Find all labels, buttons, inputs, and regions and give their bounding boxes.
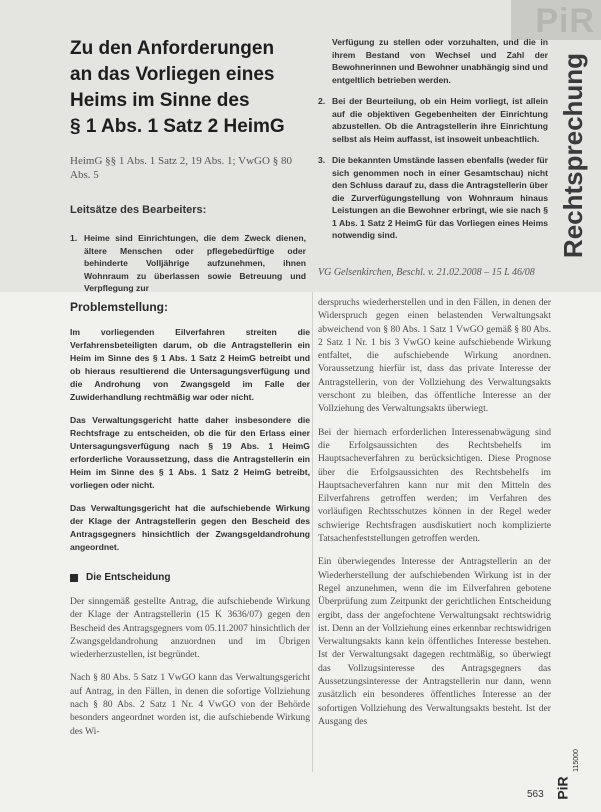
journal-mark-text: PiR xyxy=(555,776,571,800)
problemstellung-heading: Problemstellung: xyxy=(70,300,169,314)
article-title xyxy=(70,36,310,140)
leitsaetze-list-right xyxy=(318,36,548,251)
leitsatz-text: Heime sind Einrichtungen, die dem Zweck dienen, ältere Menschen oder pflegebedürftige oder behinderte Volljährige aufzunehmen, ihnen Wohnraum zu überlassen sowie Betreuung und Verpflegung zur xyxy=(84,233,306,293)
body-paragraph: Ein überwiegendes Interesse der Antragstellerin an der Wiederherstellung der aufschiebenden Wirkung ist in der Regel anzunehmen, wenn die im Eilverfahren gebotene Überprüfung zum Zeitpunkt der gerichtlichen Entscheidung ergibt, dass der angefochtene Verwaltungsakt rechtswidrig ist. Denn an der Vollziehung eines erkennbar rechtswidrigen Verwaltungsakts kann kein öffentliches Interesse bestehen. Ist der Verwaltungsakt dagegen rechtmäßig, so überwiegt das Vollzugsinteresse des Antragsgegners das Aussetzungsinteresse der Antragstellerin nur dann, wenn zusätzlich ein besonderes öffentliches Interesse an der sofortigen Vollziehung des Verwaltungsakts besteht. Ist der Ausgang des xyxy=(318,556,551,727)
leitsatz-text: Verfügung zu stellen oder vorzuhalten, und die in ihrem Bestand von Wechsel und Zahl der Bewohnerinnen und Bewohner unabhängig sind und entgeltlich betrieben werden. xyxy=(332,37,548,85)
page-number: 563 xyxy=(527,789,544,800)
document-id xyxy=(566,740,586,780)
leitsatz-number: 1. xyxy=(70,233,78,243)
document-id-text: 115000 xyxy=(572,748,580,772)
leitsatz-text: Die bekannten Umstände lassen ebenfalls (weder für sich genommen noch in einer Gesamtschau) nicht den Schluss darauf zu, dass die Antragstellerin über die Zurverfügungstellung von Wohnraum hinaus Leistungen an die Bewohner erbringt, wie sie nach § 1 Abs. 1 Satz 2 HeimG für das Vorliegen eines Heims notwendig sind. xyxy=(332,155,548,240)
leitsatz-number: 2. xyxy=(318,96,326,106)
leitsatz-text: Bei der Beurteilung, ob ein Heim vorliegt, ist allein auf die objektiven Gegebenheiten der Einrichtung abzustellen. Ob die Antragstellerin ihre Einrichtung selbst als Heim auffasst, ist insoweit unbeachtlich. xyxy=(332,96,548,144)
title-line: Zu den Anforderungen xyxy=(70,38,275,59)
section-label xyxy=(551,40,597,270)
leitsatz-number: 3. xyxy=(318,155,326,165)
norm-references: HeimG §§ 1 Abs. 1 Satz 2, 19 Abs. 1; VwGO § 80 Abs. 5 xyxy=(70,155,292,181)
problemstellung-paragraph: Im vorliegenden Eilverfahren streiten die Verfahrensbeteiligten darum, ob die Antragstellerin ein Heim im Sinne des § 1 Abs. 1 Satz 2 HeimG betreibt und ob hieraus resultierend die Untersagungsverfügung und die Androhung von Zwangsgeld im Falle der Zuwiderhandlung rechtmäßig war oder nicht. xyxy=(70,327,310,402)
title-line: an das Vorliegen eines xyxy=(70,64,275,85)
entscheidung-heading xyxy=(70,572,310,583)
body-paragraph: derspruchs wiederherstellen und in den Fällen, in denen der Widerspruch gegen einen belastenden Verwaltungsakt abweichend von § 80 Abs. 1 Satz 1 VwGO gemäß § 80 Abs. 2 Satz 1 Nr. 1 bis 3 VwGO keine aufschiebende Wirkung entfaltet, die aufschiebende Wirkung anordnen. Voraussetzung hierfür ist, dass das private Interesse der Antragstellerin, von der Vollziehung des Verwaltungsakts verschont zu bleiben, das öffentliche Interesse an der Vollziehung des Verwaltungsakts überwiegt. xyxy=(318,297,551,415)
square-bullet-icon xyxy=(70,574,78,582)
leitsatz-item xyxy=(70,232,306,295)
leitsatz-item xyxy=(318,154,548,242)
leitsatz-item xyxy=(318,95,548,145)
problemstellung-paragraph: Das Verwaltungsgericht hatte daher insbesondere die Rechtsfrage zu entscheiden, ob die für den Erlass einer Untersagungsverfügung nach § 19 Abs. 1 HeimG erforderliche Voraussetzung, dass die Antragstellerin ein Heim im Sinne des § 1 Abs. 1 Satz 2 HeimG betreibt, vorliegen oder nicht. xyxy=(70,415,310,490)
court-citation: VG Gelsenkirchen, Beschl. v. 21.02.2008 – 15 L 46/08 xyxy=(318,267,535,278)
column-divider xyxy=(312,292,313,772)
body-paragraph: Bei der hiernach erforderlichen Interessenabwägung sind die Erfolgsaussichten des Rechtsbehelfs im Hauptsacheverfahren zu berücksichtigen. Diese Prognose über die Erfolgsaussichten des Rechtsbehelfs im Hauptsacheverfahren kann nur mit den Mitteln des Eilverfahrens getroffen werden; im Verfahren des vorläufigen Rechtsschutzes können in der Regel weder schwierige Rechtsfragen ausdiskutiert noch komplizierte Tatsachenfeststellungen getroffen werden. xyxy=(318,426,551,545)
leitsatz-item-continued xyxy=(318,36,548,86)
leitsaetze-list-left xyxy=(70,232,306,295)
left-column xyxy=(70,296,310,748)
problemstellung-paragraph: Das Verwaltungsgericht hat die aufschiebende Wirkung der Klage der Antragstellerin gegen den Bescheid des Antragsgegners hinsichtlich der Zwangsgeldandrohung angeordnet. xyxy=(70,503,310,552)
footer-mark xyxy=(552,740,592,800)
body-paragraph: Nach § 80 Abs. 5 Satz 1 VwGO kann das Verwaltungsgericht auf Antrag, in den Fällen, in denen die sofortige Vollziehung nach § 80 Abs. 2 Satz 1 Nr. 4 VwGO von der Behörde besonders angeordnet worden ist, die aufschiebende Wirkung des Wi- xyxy=(70,672,310,737)
right-column xyxy=(318,296,551,738)
section-label-text: Rechtsprechung xyxy=(558,52,589,258)
title-line: § 1 Abs. 1 Satz 2 HeimG xyxy=(70,116,285,137)
journal-corner-mark xyxy=(511,0,601,40)
title-line: Heims im Sinne des xyxy=(70,90,250,111)
leitsaetze-heading: Leitsätze des Bearbeiters: xyxy=(70,204,207,216)
body-paragraph: Der sinngemäß gestellte Antrag, die aufschiebende Wirkung der Klage der Antragstellerin (15 K 3636/07) gegen den Bescheid des Antragsgegners vom 05.11.2007 hinsichtlich der Zwangsgeldandrohung anzuordnen und im Übrigen wiederherzustellen, ist begründet. xyxy=(70,596,310,661)
entscheidung-heading-text: Die Entscheidung xyxy=(86,572,171,583)
corner-mark-text: PiR xyxy=(535,2,595,40)
